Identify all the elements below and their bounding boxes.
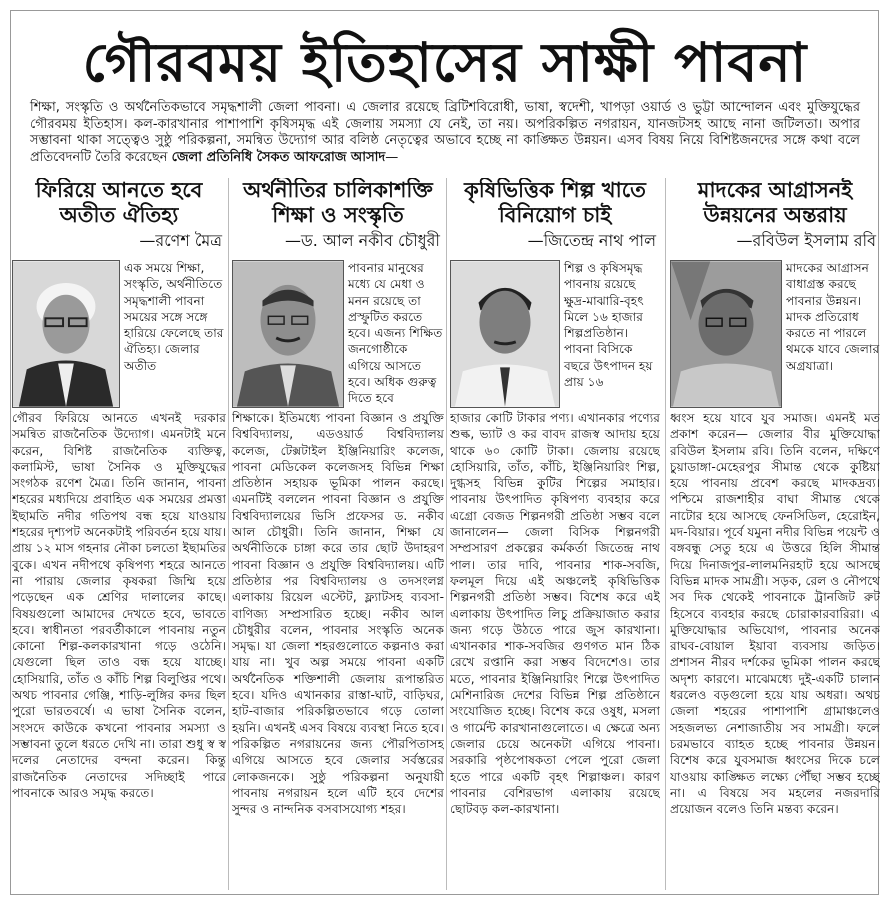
- intro-text: শিক্ষা, সংস্কৃতি ও অর্থনৈতিকভাবে সমৃদ্ধশালী জেলা পাবনা। এ জেলার রয়েছে ব্রিটিশবিরোধী, ভাষা, স্বদেশী, খাপড়া ওয়ার্ড ও ভুট্টা আন্দোলন এবং মুক্তিযুদ্ধের গৌরবময় ইতিহাস। কল-কারখানার পাশাপাশি কৃষিসমৃদ্ধ এই জেলায় সমস্যা যে নেই, তা নয়। অপরিকল্পিত নগরায়ন, যানজটসহ আছে নানা জটিলতা। অপার সম্ভাবনা থাকা সত্ত্বেও সুষ্ঠু পরিকল্পনা, সমন্বিত উদ্যোগ আর বলিষ্ঠ নেতৃত্বের অভাবে হচ্ছে না কাঙ্ক্ষিত উন্নয়ন। এসব বিষয় নিয়ে বিশিষ্টজনদের সঙ্গে কথা বলে প্রতিবেদনটি তৈরি করেছেন: [30, 100, 860, 165]
- body-paragraph: হাজার কোটি টাকার পণ্য। এখানকার পণ্যের শুল্ক, ভ্যাট ও কর বাবদ রাজস্ব আদায় হয়ে থাকে ৬০ কোটি টাকা। জেলায় রয়েছে হোসিয়ারি, তাঁত, কাঁচি, ইঞ্জিনিয়ারিং শিল্প, দুগ্ধসহ বিভিন্ন কুটির শিল্পের সমাহার। পাবনায় উৎপাদিত কৃষিপণ্য ব্যবহার করে এগ্রো বেজড শিল্পনগরী প্রতিষ্ঠা সম্ভব বলে জানালেন— জেলা বিসিক শিল্পনগরী সম্প্রসারণ প্রকল্পের কর্মকর্তা জিতেন্দ্র নাথ পাল। তার দাবি, পাবনার শাক-সবজি, ফলমূল দিয়ে এই অঞ্চলেই কৃষিভিত্তিক শিল্পনগরী প্রতিষ্ঠা সম্ভব। বিশেষ করে এই এলাকায় উৎপাদিত লিচু প্রক্রিয়াজাত করার জন্য গড়ে উঠতে পারে জুস কারখানা। এখানকার শাক-সবজির গুণগত মান ঠিক রেখে রপ্তানি করা সম্ভব বিদেশেও। তার মতে, পাবনার ইঞ্জিনিয়ারিং শিল্পে উৎপাদিত মেশিনারিজ দেশের বিভিন্ন শিল্প প্রতিষ্ঠানে সংযোজিত হচ্ছে। বিশেষ করে ওষুধ, মসলা ও গার্মেন্ট কারখানাগুলোতে। এ ক্ষেত্রে অন্য জেলার চেয়ে অনেকটা এগিয়ে পাবনা। সরকারি পৃষ্ঠপোষকতা পেলে পুরো জেলা হতে পারে একটি বৃহৎ শিল্পাঞ্চল। কারণ পাবনার বেশিরভাগ এলাকায় রয়েছে ছোটবড় কল-কারখানা।: [450, 411, 660, 817]
- intro-author: জেলা প্রতিনিধি সৈকত আফরোজ আসাদ: [171, 149, 386, 165]
- article-body: [12, 410, 226, 801]
- lead-text: মাদকের আগ্রাসন বাধাগ্রস্ত করছে পাবনার উন্নয়ন। মাদক প্রতিরোধ করতে না পারলে থমকে যাবে জেলার অগ্রযাত্রা।: [786, 261, 880, 373]
- page-headline: গৌরবময় ইতিহাসের সাক্ষী পাবনা: [82, 31, 808, 94]
- article-lead: [450, 260, 660, 408]
- body-paragraph: শিক্ষাকে। ইতিমধ্যে পাবনা বিজ্ঞান ও প্রযুক্তি বিশ্ববিদ্যালয়, এডওয়ার্ড বিশ্ববিদ্যালয় কলেজ, টেক্সটাইল ইঞ্জিনিয়ারিং কলেজ, পাবনা মেডিকেল কলেজসহ বিভিন্ন শিক্ষা প্রতিষ্ঠান সহায়ক ভূমিকা পালন করছে। এমনটিই বললেন পাবনা বিজ্ঞান ও প্রযুক্তি বিশ্ববিদ্যালয়ের ভিসি প্রফেসর ড. নকীব আল চৌধুরী। তিনি জানান, শিক্ষা যে অর্থনীতিকে চাঙ্গা করে তার ছোট উদাহরণ পাবনা বিজ্ঞান ও প্রযুক্তি বিশ্ববিদ্যালয়। এটি প্রতিষ্ঠার পর বিশ্ববিদ্যালয় ও তদসংলগ্ন এলাকায় রিয়েল এস্টেট, ফ্ল্যাটসহ ব্যবসা-বাণিজ্য সম্প্রসারিত হচ্ছে। নকীব আল চৌধুরীর বলেন, পাবনার সংস্কৃতি অনেক সমৃদ্ধ। যা জেলা শহরগুলোতে কল্পনাও করা যায় না। খুব অল্প সময়ে পাবনা একটি অর্থনৈতিক শক্তিশালী জেলায় রূপান্তরিত হবে। যদিও এখানকার রাস্তা-ঘাট, বাড়িঘর, হাট-বাজার পরিকল্পিতভাবে গড়ে তোলা হয়নি। এখনই এসব বিষয়ে ব্যবস্থা নিতে হবে। পরিকল্পিত নগরায়নের জন্য পৌরপিতাসহ এগিয়ে আসতে হবে জেলার সর্বস্তরের লোকজনকে। সুষ্ঠু পরিকল্পনা অনুযায়ী পাবনায় নগরায়ন হলে এটি হবে দেশের সুন্দর ও নান্দনিক বসবাসযোগ্য শহর।: [232, 411, 444, 817]
- article-title: কৃষিভিত্তিক শিল্প খাতে বিনিয়োগ চাই: [464, 178, 646, 227]
- article-lead: [670, 260, 880, 408]
- article-column-2: [232, 178, 444, 893]
- article-column-4: [670, 178, 880, 893]
- lead-text: পাবনার মানুষের মধ্যে যে মেধা ও মনন রয়েছে তা প্রস্ফুটিত করতে হবে। এজন্য শিক্ষিত জনগোষ্ঠীকে এগিয়ে আসতে হবে। অধিক গুরুত্ব দিতে হবে: [348, 261, 443, 406]
- article-column-1: [12, 178, 226, 893]
- portrait-photo: [12, 260, 120, 408]
- article-column-3: [450, 178, 660, 893]
- article-byline: —ড. আল নকীব চৌধুরী: [285, 231, 440, 250]
- column-divider: [665, 178, 666, 890]
- article-body: [670, 410, 880, 817]
- article-title: মাদকের আগ্রাসনই উন্নয়নের অন্তরায়: [697, 178, 853, 227]
- article-title: ফিরিয়ে আনতে হবে অতীত ঐতিহ্য: [35, 178, 203, 227]
- lead-text: শিল্প ও কৃষিসমৃদ্ধ পাবনায় রয়েছে ক্ষুদ্র-মাঝারি-বৃহৎ মিলে ১৬ হাজার শিল্পপ্রতিষ্ঠান। পাবনা বিসিকে বছরে উৎপাদন হয় প্রায় ১৬: [564, 261, 653, 390]
- portrait-photo: [232, 260, 344, 408]
- lead-text: এক সময়ে শিক্ষা, সংস্কৃতি, অর্থনীতিতে সমৃদ্ধশালী পাবনা সময়ের সঙ্গে সঙ্গে হারিয়ে ফেলেছে তার ঐতিহ্য। জেলার অতীত: [124, 261, 224, 373]
- article-byline: —জিতেন্দ্র নাথ পাল: [527, 231, 656, 250]
- article-byline: —রণেশ মৈত্র: [139, 231, 222, 250]
- article-byline: —রবিউল ইসলাম রবি: [736, 231, 876, 250]
- article-body: [232, 410, 444, 817]
- portrait-photo: [450, 260, 560, 408]
- portrait-photo: [670, 260, 782, 408]
- intro-end: —: [385, 149, 399, 165]
- column-divider: [228, 178, 229, 890]
- article-lead: [232, 260, 444, 408]
- article-body: [450, 410, 660, 817]
- article-lead: [12, 260, 226, 408]
- article-title: অর্থনীতির চালিকাশক্তি শিক্ষা ও সংস্কৃতি: [243, 178, 433, 227]
- column-divider: [446, 178, 447, 890]
- intro-paragraph: [30, 100, 860, 166]
- body-paragraph: ধ্বংস হয়ে যাবে যুব সমাজ। এমনই মত প্রকাশ করেন— জেলার বীর মুক্তিযোদ্ধা রবিউল ইসলাম রবি। তিনি বলেন, দক্ষিণে চুয়াডাঙ্গা-মেহেরপুর সীমান্ত থেকে কুষ্টিয়া হয়ে পাবনায় প্রবেশ করছে মাদকদ্রব্য। পশ্চিমে রাজশাহীর বাঘা সীমান্ত থেকে নাটোর হয়ে আসছে ফেনসিডিল, হেরোইন, মদ-বিয়ার। পূর্বে যমুনা নদীর বিভিন্ন পয়েন্ট ও বঙ্গবন্ধু সেতু হয়ে এ উত্তরে হিলি সীমান্ত দিয়ে দিনাজপুর-লালমনিরহাট হয়ে আসছে বিভিন্ন মাদক সামগ্রী। সড়ক, রেল ও নৌপথে সব দিক থেকেই পাবনাকে ট্রানজিট রুট হিসেবে ব্যবহার করছে চোরাকারবারিরা। এ মুক্তিযোদ্ধার অভিযোগ, পাবনার অনেক রাঘব-বোয়াল ইয়াবা ব্যবসায় জড়িত। প্রশাসন নীরব দর্শকের ভূমিকা পালন করছে অদৃশ্য কারণে। মাঝেমধ্যে দুই-একটি চালান ধরলেও বড়গুলো হয়ে যায় অধরা। অথচ জেলা শহরের পাশাপাশি গ্রামাঞ্চলেও সহজলভ্য নেশাজাতীয় সব সামগ্রী। ফলে চরমভাবে ব্যাহত হচ্ছে পাবনার উন্নয়ন। বিশেষ করে যুবসমাজ ধ্বংসের দিকে চলে যাওয়ায় কাঙ্ক্ষিত লক্ষ্যে পৌঁছা সম্ভব হচ্ছে না। এ বিষয়ে সব মহলের নজরদারি প্রয়োজন বলেও তিনি মন্তব্য করেন।: [670, 411, 880, 817]
- body-paragraph: গৌরব ফিরিয়ে আনতে এখনই দরকার সমন্বিত রাজনৈতিক উদ্যোগ। এমনটাই মনে করেন, বিশিষ্ট রাজনৈতিক ব্যক্তিত্ব, কলামিস্ট, ভাষা সৈনিক ও মুক্তিযুদ্ধের সংগঠক রণেশ মৈত্র। তিনি জানান, পাবনা শহরের মধ্যদিয়ে প্রবাহিত এক সময়ের প্রমত্তা ইছামতি নদীর গতিপথ বন্ধ হয়ে যাওয়ায় শহরের দৃশ্যপট অনেকটাই পরিবর্তন হয়ে যায়। প্রায় ১২ মাস গহনার নৌকা চলতো ইছামতির বুকে। এখন নদীপথে কৃষিপণ্য শহরে আনতে না পারায় জেলার কৃষকরা জিম্মি হয়ে পড়েছেন এক শ্রেণির দালালের কাছে। বিষয়গুলো আমাদের দেখতে হবে, ভাবতে হবে। স্বাধীনতা পরবর্তীকালে পাবনায় নতুন কোনো শিল্প-কলকারখানা গড়ে ওঠেনি। যেগুলো ছিল তাও বন্ধ হয়ে যাচ্ছে। হোসিয়ারি, তাঁত ও কাঁচি শিল্প বিলুপ্তির পথে। অথচ পাবনার গেঞ্জি, শাড়ি-লুঙ্গির কদর ছিল পুরো ভারতবর্ষে। এ ভাষা সৈনিক বলেন, সংসদে কাউকে কখনো পাবনার সমস্যা ও সম্ভাবনা তুলে ধরতে দেখি না। তারা শুধু স্ব স্ব দলের নেতাদের বন্দনা করেন। কিন্তু রাজনৈতিক নেতাদের সদিচ্ছাই পারে পাবনাকে আরও সমৃদ্ধ করতে।: [12, 411, 226, 800]
